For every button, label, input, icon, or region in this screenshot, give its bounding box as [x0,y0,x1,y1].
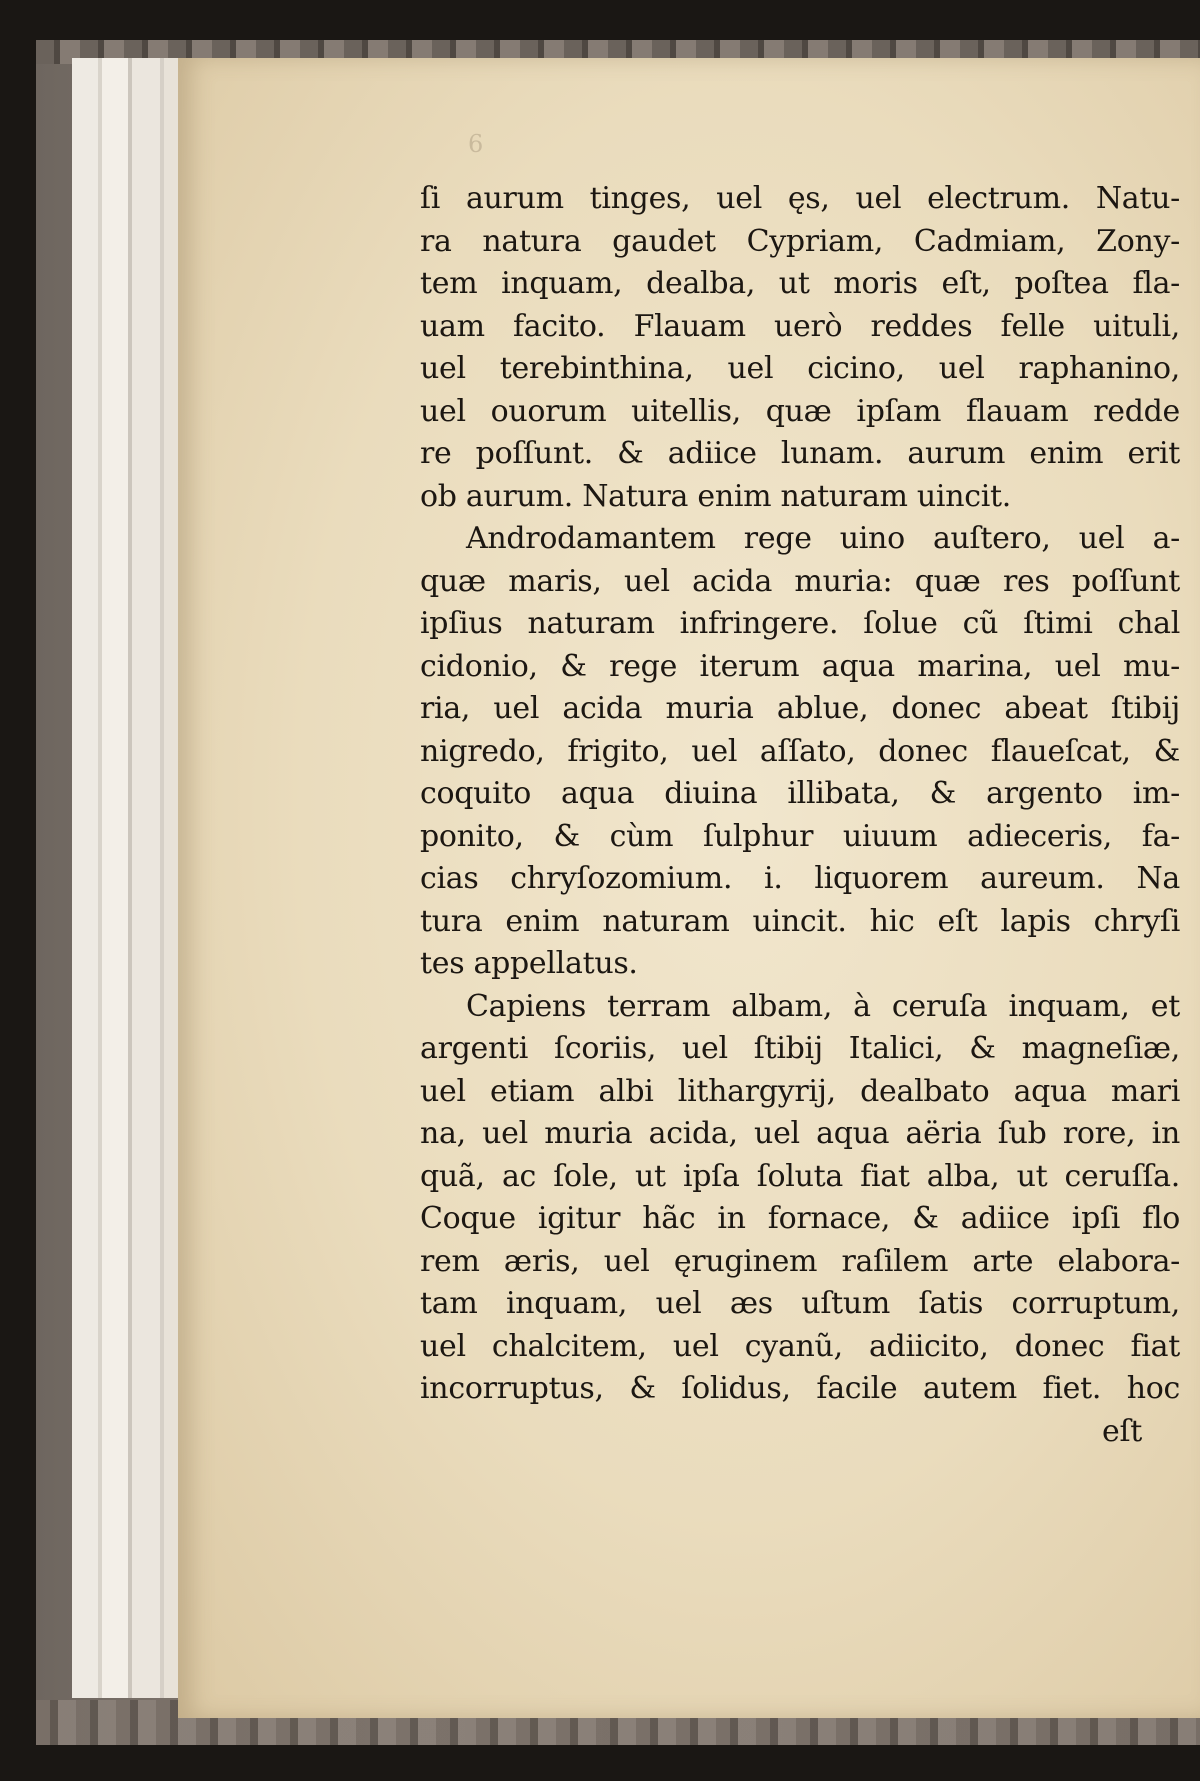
text-line: incorruptus, & ſolidus, facile autem fiet. hoc [420,1371,1180,1406]
text-line: nigredo, frigito, uel aſſato, donec flaueſcat, & [420,733,1180,769]
text-line: ponito, & cùm ſulphur uiuum adieceris, fa- [420,818,1180,854]
catchword: eſt [1101,1413,1142,1449]
text-line: quã, ac ſole, ut ipſa ſoluta fiat alba, ut ceruſſa. [420,1158,1180,1194]
text-line: re poſſunt. & adiice lunam. aurum enim erit [420,436,1180,471]
text-line: Coque igitur hãc in fornace, & adiice ipſi flo [420,1201,1180,1236]
paragraph-start: Capiens terram albam, à ceruſa inquam, et [466,988,1180,1024]
text-line: uel chalcitem, uel cyanũ, adiicito, donec fiat [420,1328,1180,1364]
text-line: ſi aurum tinges, uel ęs, uel electrum. Natu- [420,181,1180,216]
text-line: uel terebinthina, uel cicino, uel raphanino, [420,351,1180,386]
text-line: uam facito. Flauam uerò reddes felle uituli, [420,308,1180,344]
text-line: ra natura gaudet Cypriam, Cadmiam, Zony- [420,223,1180,259]
text-line: argenti ſcoriis, uel ſtibij Italici, & magneſiæ, [420,1031,1180,1066]
text-line: tes appellatus. [420,946,638,981]
text-block [420,178,1180,1453]
text-line: uel ouorum uitellis, quæ ipſam flauam redde [420,393,1180,429]
text-line: na, uel muria acida, uel aqua aëria ſub rore, in [420,1116,1180,1151]
paragraph-start: Androdamantem rege uino auſtero, uel a- [466,521,1180,556]
page-edges [72,58,192,1698]
text-line: cias chryſozomium. i. liquorem aureum. Na [420,861,1180,896]
text-line: cidonio, & rege iterum aqua marina, uel mu- [420,648,1180,684]
text-line: quæ maris, uel acida muria: quæ res poſſunt [420,563,1180,599]
text-line: tam inquam, uel æs uſtum ſatis corruptum, [420,1286,1180,1321]
text-line: tem inquam, dealba, ut moris eſt, poſtea fla- [420,266,1180,301]
page-number: 6 [468,130,484,158]
text-line: ob aurum. Natura enim naturam uincit. [420,478,1012,514]
text-line: tura enim naturam uincit. hic eſt lapis chryſi [420,903,1180,939]
text-line: uel etiam albi lithargyrij, dealbato aqua mari [420,1073,1180,1109]
text-line: ria, uel acida muria ablue, donec abeat ſtibij [420,691,1180,726]
text-line: ipſius naturam infringere. ſolue cũ ſtimi chal [420,606,1180,641]
text-line: coquito aqua diuina illibata, & argento im- [420,776,1180,811]
text-line: rem æris, uel ęruginem raſilem arte elabora- [420,1243,1180,1279]
